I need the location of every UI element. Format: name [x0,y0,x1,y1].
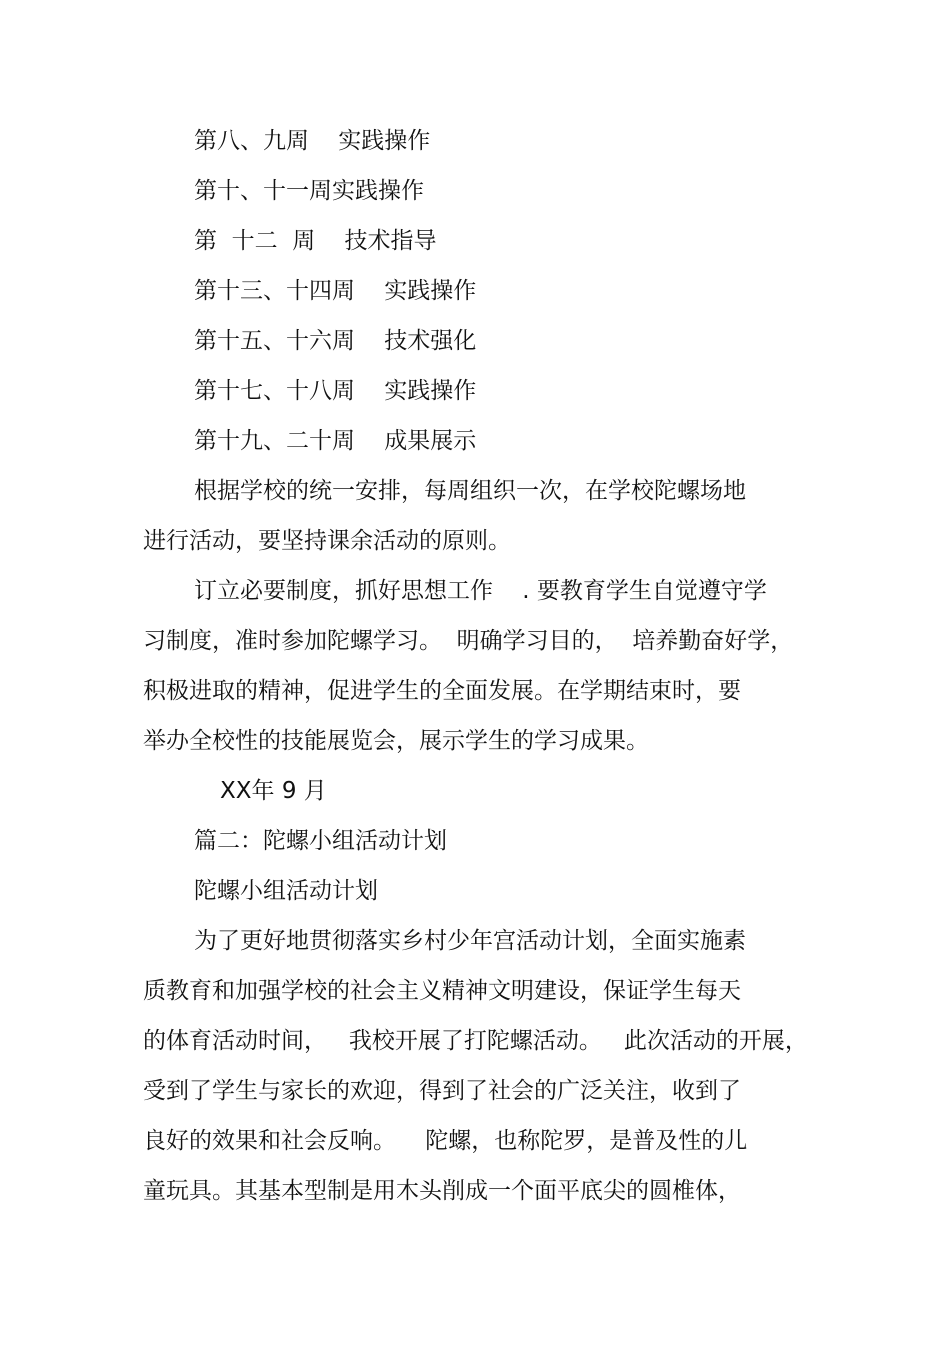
section-title: 陀螺小组活动计划 [194,878,378,904]
paragraph1-line-2: 进行活动，要坚持课余活动的原则。 [143,528,511,554]
schedule-line-6: 第十七、十八周 实践操作 [194,378,477,404]
schedule-line-4: 第十三、十四周 实践操作 [194,278,477,304]
schedule-line-5: 第十五、十六周 技术强化 [194,328,477,354]
paragraph2-line-1: 订立必要制度，抓好思想工作 . 要教育学生自觉遵守学 [194,578,767,604]
paragraph1-line-1: 根据学校的统一安排，每周组织一次，在学校陀螺场地 [194,478,746,504]
paragraph3-line-6: 童玩具。其基本型制是用木头削成一个面平底尖的圆椎体， [143,1178,741,1204]
schedule-line-7: 第十九、二十周 成果展示 [194,428,477,454]
paragraph3-line-1: 为了更好地贯彻落实乡村少年宫活动计划，全面实施素 [194,928,746,954]
paragraph2-line-2: 习制度，准时参加陀螺学习。 明确学习目的， 培养勤奋好学， [143,628,794,654]
date-line: XX年 9 月 [220,778,327,804]
schedule-line-3: 第 十二 周 技术指导 [194,228,437,254]
paragraph3-line-2: 质教育和加强学校的社会主义精神文明建设，保证学生每天 [143,978,741,1004]
section-heading: 篇二：陀螺小组活动计划 [194,828,447,854]
paragraph3-line-4: 受到了学生与家长的欢迎，得到了社会的广泛关注，收到了 [143,1078,741,1104]
paragraph3-line-5: 良好的效果和社会反响。 陀螺，也称陀罗，是普及性的儿 [143,1128,748,1154]
paragraph2-line-4: 举办全校性的技能展览会，展示学生的学习成果。 [143,728,649,754]
paragraph3-line-3: 的体育活动时间， 我校开展了打陀螺活动。 此次活动的开展， [143,1028,808,1054]
schedule-line-1: 第八、九周 实践操作 [194,128,431,154]
schedule-line-2: 第十、十一周实践操作 [194,178,424,204]
paragraph2-line-3: 积极进取的精神，促进学生的全面发展。在学期结束时，要 [143,678,741,704]
